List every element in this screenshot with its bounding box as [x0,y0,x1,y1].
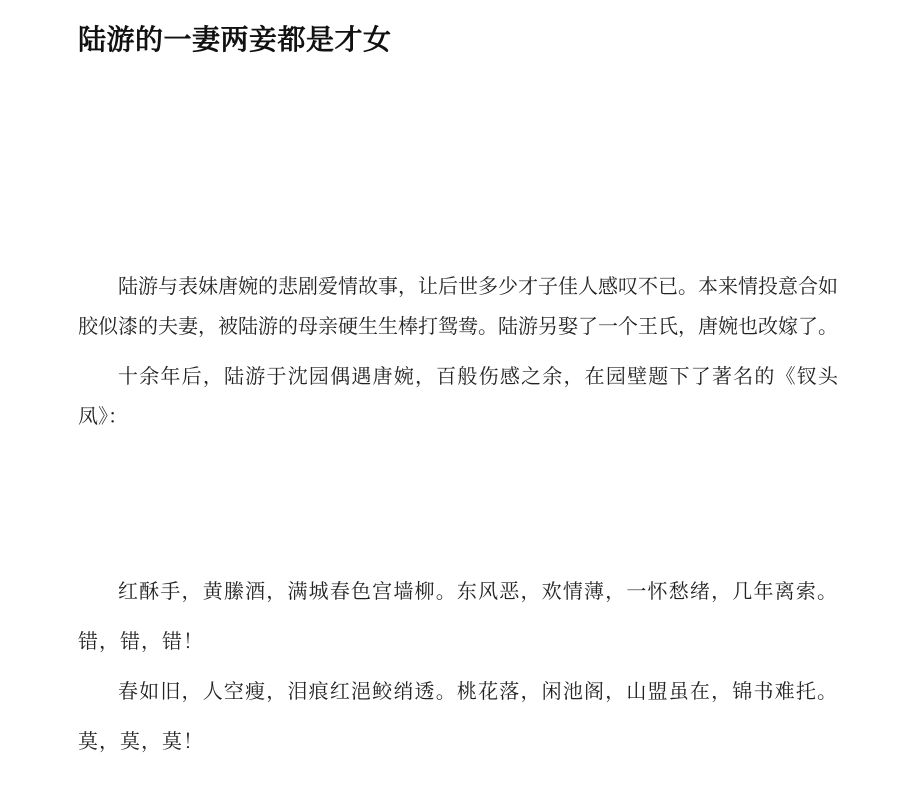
paragraph-story: 陆游与表妹唐婉的悲剧爱情故事，让后世多少才子佳人感叹不已。本来情投意合如胶似漆的夫妻，被陆游的母亲硬生生棒打鸳鸯。陆游另娶了一个王氏，唐婉也改嫁了。 [78,274,838,338]
poem-stanza-2: 春如旧，人空瘦，泪痕红浥鲛绡透。桃花落，闲池阁，山盟虽在，锦书难托。莫，莫，莫！ [78,679,838,753]
paragraph-shenyuan: 十余年后，陆游于沈园偶遇唐婉，百般伤感之余，在园壁题下了著名的《钗头凤》： [78,364,838,428]
article-body [78,266,838,446]
poem-block [78,566,838,766]
page-title: 陆游的一妻两妾都是才女 [78,23,392,56]
poem-stanza-1: 红酥手，黄縢酒，满城春色宫墙柳。东风恶，欢情薄，一怀愁绪，几年离索。错，错，错！ [78,579,838,653]
